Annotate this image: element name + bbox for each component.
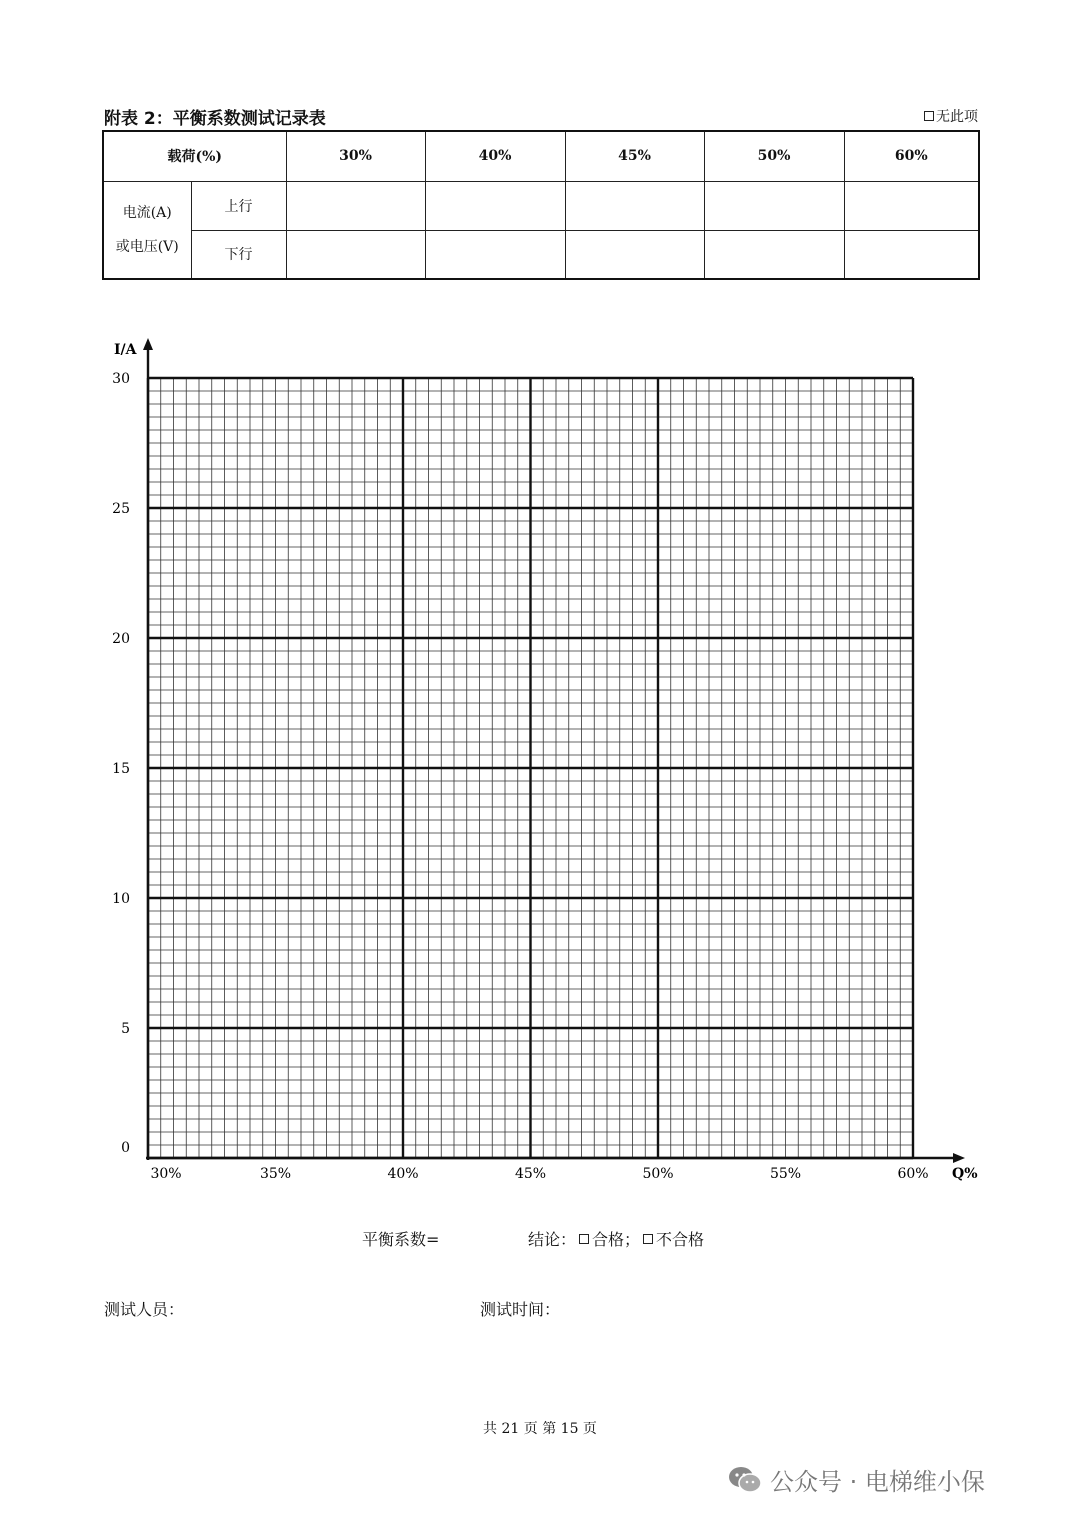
wechat-icon <box>728 1465 762 1495</box>
load-col-header: 30% <box>286 131 425 181</box>
input-cell[interactable] <box>844 230 979 279</box>
balance-coefficient-label: 平衡系数= <box>362 1230 440 1249</box>
x-tick-label: 55% <box>769 1166 802 1182</box>
conclusion-label: 结论： <box>528 1230 577 1249</box>
y-tick-label: 15 <box>112 761 130 777</box>
table-header-row <box>103 131 979 181</box>
load-header: 载荷(%) <box>103 131 286 181</box>
fail-checkbox[interactable] <box>643 1234 653 1244</box>
table-row-down <box>103 230 979 279</box>
test-time-label: 测试时间： <box>480 1300 561 1319</box>
x-tick-label: 45% <box>514 1166 547 1182</box>
row-label-up: 上行 <box>191 181 286 230</box>
y-tick-label: 0 <box>121 1140 130 1156</box>
y-tick-labels <box>112 371 130 1156</box>
load-col-header: 50% <box>704 131 844 181</box>
load-col-header: 40% <box>425 131 565 181</box>
x-tick-label: 40% <box>387 1166 419 1182</box>
input-cell[interactable] <box>704 181 844 230</box>
pass-checkbox[interactable] <box>579 1234 589 1244</box>
input-cell[interactable] <box>425 181 565 230</box>
input-cell[interactable] <box>704 230 844 279</box>
x-tick-label: 30% <box>150 1166 182 1182</box>
y-axis-label: I/A <box>114 342 137 358</box>
page-title: 附表 2：平衡系数测试记录表 <box>104 109 326 129</box>
watermark-text: 公众号 · 电梯维小保 <box>770 1468 985 1496</box>
input-cell[interactable] <box>565 230 704 279</box>
x-tick-labels <box>150 1166 928 1182</box>
input-cell[interactable] <box>286 181 425 230</box>
row-group-label <box>103 181 191 279</box>
y-tick-label: 20 <box>112 631 130 647</box>
not-applicable-option[interactable] <box>924 106 978 126</box>
not-applicable-checkbox[interactable] <box>924 111 934 121</box>
y-axis-arrow <box>143 338 153 350</box>
x-tick-label: 35% <box>259 1166 292 1182</box>
input-cell[interactable] <box>844 181 979 230</box>
page-info: 共 21 页 第 15 页 <box>483 1421 597 1437</box>
y-tick-label: 5 <box>121 1021 130 1037</box>
y-tick-label: 10 <box>112 891 130 907</box>
row-group-label-voltage: 或电压(V) <box>115 238 179 255</box>
input-cell[interactable] <box>565 181 704 230</box>
row-group-label-current: 电流(A) <box>122 204 172 221</box>
load-col-header: 60% <box>844 131 979 181</box>
x-tick-label: 60% <box>897 1166 929 1182</box>
record-table <box>102 130 980 280</box>
pass-label: 合格； <box>592 1230 641 1249</box>
balance-chart <box>100 330 990 1200</box>
y-tick-label: 30 <box>112 371 130 387</box>
x-tick-label: 50% <box>642 1166 674 1182</box>
y-tick-label: 25 <box>112 501 130 517</box>
input-cell[interactable] <box>286 230 425 279</box>
load-col-header: 45% <box>565 131 704 181</box>
x-axis-label: Q% <box>952 1166 978 1182</box>
not-applicable-label: 无此项 <box>936 109 978 125</box>
conclusion <box>528 1227 704 1250</box>
watermark <box>728 1462 985 1497</box>
input-cell[interactable] <box>425 230 565 279</box>
table-row-up <box>103 181 979 230</box>
tester-label: 测试人员： <box>104 1300 185 1319</box>
x-axis-arrow <box>953 1153 965 1163</box>
row-label-down: 下行 <box>191 230 286 279</box>
fail-label: 不合格 <box>656 1230 705 1249</box>
axes <box>143 338 965 1163</box>
